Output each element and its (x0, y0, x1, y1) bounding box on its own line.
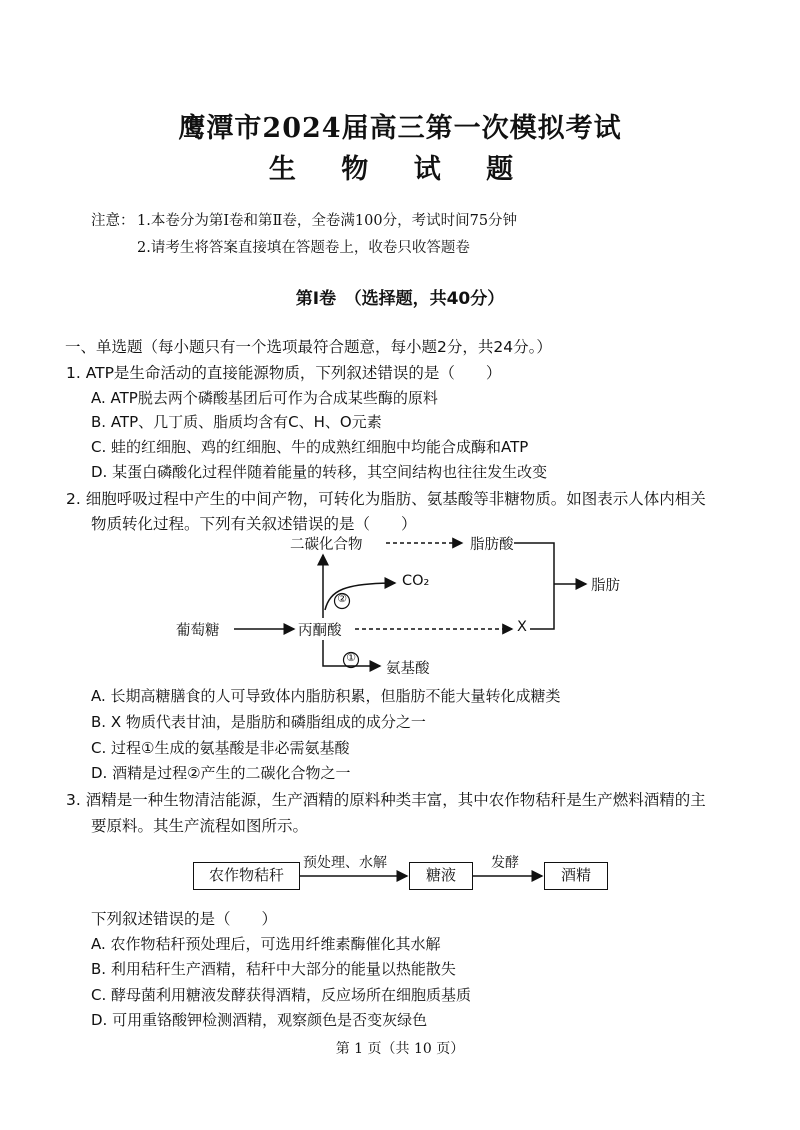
node-x: X (517, 619, 527, 635)
q2-option-b: B. X 物质代表甘油，是脂肪和磷脂组成的成分之一 (91, 713, 426, 731)
q3-option-a: A. 农作物秸秆预处理后，可选用纤维素酶催化其水解 (91, 935, 441, 953)
q3-option-b: B. 利用秸秆生产酒精，秸秆中大部分的能量以热能散失 (91, 960, 456, 978)
flow-box-sugar: 糖液 (409, 862, 473, 890)
page-footer: 第 1 页（共 10 页） (335, 1041, 465, 1057)
node-glucose: 葡萄糖 (176, 623, 220, 639)
connector-bracket (514, 543, 554, 629)
node-pyruvate: 丙酮酸 (298, 623, 342, 639)
flow-box-straw: 农作物秸秆 (193, 862, 300, 890)
q1-option-c: C. 蛙的红细胞、鸡的红细胞、牛的成熟红细胞中均能合成酶和ATP (91, 438, 529, 456)
process-2-label: ② (337, 592, 347, 605)
notes-line-2: 2.请考生将答案直接填在答题卷上，收卷只收答题卷 (137, 240, 470, 256)
q2-option-a: A. 长期高糖膳食的人可导致体内脂肪积累，但脂肪不能大量转化成糖类 (91, 687, 561, 705)
q1-option-d: D. 某蛋白磷酸化过程伴随着能量的转移，其空间结构也往往发生改变 (91, 463, 548, 481)
q1-option-a: A. ATP脱去两个磷酸基团后可作为合成某些酶的原料 (91, 389, 438, 407)
q2-option-d: D. 酒精是过程②产生的二碳化合物之一 (91, 764, 351, 782)
q2-stem-line-2: 物质转化过程。下列有关叙述错误的是（ ） (91, 515, 417, 533)
part-title: 一、单选题（每小题只有一个选项最符合题意，每小题2分，共24分。） (65, 338, 552, 356)
q2-option-c: C. 过程①生成的氨基酸是非必需氨基酸 (91, 739, 350, 757)
notes-line-1: 1.本卷分为第Ⅰ卷和第Ⅱ卷，全卷满100分，考试时间75分钟 (137, 213, 518, 229)
q3-stem-line-1: 3. 酒精是一种生物清洁能源，生产酒精的原料种类丰富，其中农作物秸秆是生产燃料酒精的主 (66, 791, 706, 809)
node-fat: 脂肪 (591, 578, 620, 594)
flow-box-alcohol: 酒精 (544, 862, 608, 890)
q3-option-d: D. 可用重铬酸钾检测酒精，观察颜色是否变灰绿色 (91, 1011, 428, 1029)
flow-arrow-1-label: 预处理、水解 (303, 855, 387, 871)
section-title: 第Ⅰ卷 （选择题，共40分） (295, 289, 505, 309)
exam-title: 鹰潭市2024届高三第一次模拟考试 (178, 113, 622, 144)
node-co2: CO₂ (402, 573, 430, 589)
q3-stem-line-2: 要原料。其生产流程如图所示。 (91, 817, 309, 835)
production-flow-diagram (0, 852, 800, 896)
node-amino-acid: 氨基酸 (386, 661, 430, 677)
node-c2-compound: 二碳化合物 (290, 537, 363, 553)
exam-subtitle: 生 物 试 题 (268, 154, 532, 185)
q2-stem-line-1: 2. 细胞呼吸过程中产生的中间产物，可转化为脂肪、氨基酸等非糖物质。如图表示人体内相关 (66, 490, 706, 508)
process-1-label: ① (346, 651, 356, 664)
flow-arrow-2-label: 发酵 (491, 855, 519, 871)
q1-stem: 1. ATP是生命活动的直接能源物质，下列叙述错误的是（ ） (66, 364, 502, 382)
q1-option-b: B. ATP、几丁质、脂质均含有C、H、O元素 (91, 413, 382, 431)
node-fatty-acid: 脂肪酸 (470, 537, 514, 553)
q3-option-c: C. 酵母菌利用糖液发酵获得酒精，反应场所在细胞质基质 (91, 986, 472, 1004)
flow-arrows (0, 852, 800, 896)
notes-label: 注意： (91, 213, 135, 229)
q3-ask: 下列叙述错误的是（ ） (91, 910, 278, 928)
metabolism-diagram (0, 530, 800, 680)
